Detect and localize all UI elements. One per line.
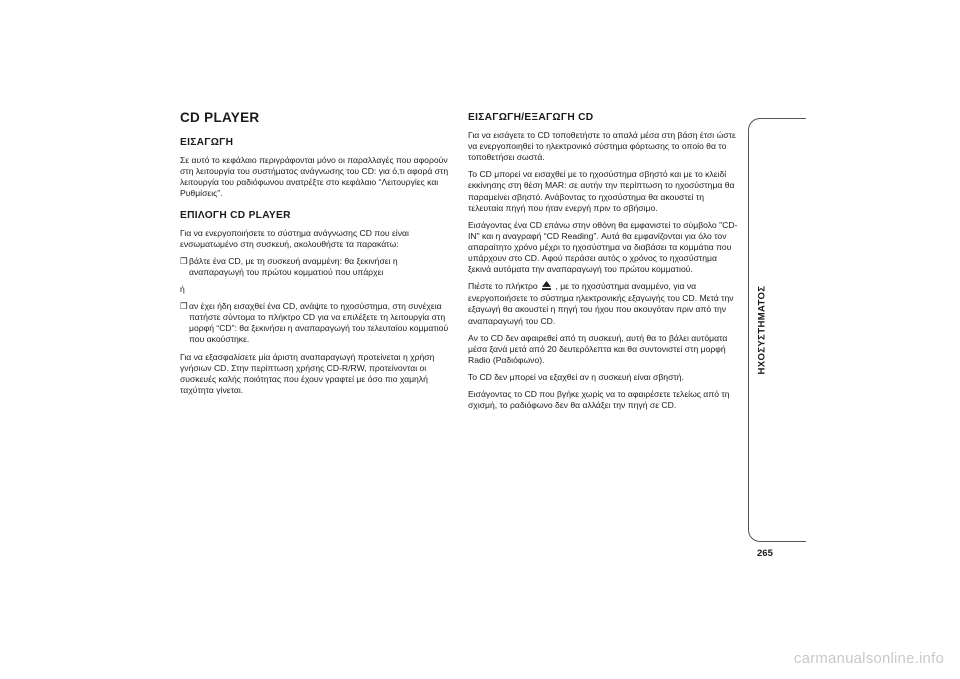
- bullet-item: [180, 256, 452, 278]
- cd-reading-paragraph: Εισάγοντας ένα CD επάνω στην οθόνη θα εμφανιστεί το σύμβολο "CD-IN" και η αναγραφή “CD Reading”. Αυτά θα εμφανίζονται για όλο τον απαραίτητο χρόνο μέχρι το ηχοσύστημα να διαβάσει τα κομμάτια που υπάρχουν στο CD. Αφού περάσει αυτός ο χρόνος το ηχοσύστημα ξεκινά αυτόματα την αναπαραγωγή του πρώτου κομματιού.: [468, 219, 738, 275]
- or-text: ή: [180, 284, 185, 295]
- page-title: CD PLAYER: [180, 110, 260, 125]
- select-heading: ΕΠΙΛΟΓΗ CD PLAYER: [180, 209, 291, 221]
- insert-paragraph: Για να εισάγετε το CD τοποθετήστε το απαλά μέσα στη βάση έτσι ώστε να ενεργοποιηθεί το ηλεκτρονικό σύστημα φόρτωσης το οποίο θα το τοποθετήσει σωστά.: [468, 130, 736, 163]
- eject-text-before: Πιέστε το πλήκτρο: [468, 281, 538, 292]
- watermark: carmanualsonline.info: [793, 650, 944, 667]
- bullet-text: αν έχει ήδη εισαχθεί ένα CD, ανάψτε το ηχοσύστημα, στη συνέχεια πατήστε σύντομα το πλήκτρο CD για να επιλέξετε τη λειτουργία στη μορφή “CD”: θα ξεκινήσει η αναπαραγωγή του τελευταίου κομματιού που ακούστηκε.: [189, 301, 449, 345]
- mar-paragraph: Το CD μπορεί να εισαχθεί με το ηχοσύστημα σβηστό και με το κλειδί εκκίνησης στη θέση MAR: σε αυτήν την περίπτωση το ηχοσύστημα θα παραμείνει σβηστό. Ανάβοντας το ηχοσύστημα θα ακουστεί τη τελευταία πηγή που ήταν ενεργή πριν το σβήσιμο.: [468, 169, 735, 213]
- eject-icon: [542, 281, 551, 293]
- insert-eject-heading: ΕΙΣΑΓΩΓΗ/ΕΞΑΓΩΓΗ CD: [468, 112, 594, 123]
- partial-eject-paragraph: Εισάγοντας το CD που βγήκε χωρίς να το αφαιρέσετε τελείως από τη σχισμή, το ραδιόφωνο δεν θα αλλάξει την πηγή σε CD.: [468, 388, 730, 411]
- auto-reinsert-paragraph: Αν το CD δεν αφαιρεθεί από τη συσκευή, αυτή θα το βάλει αυτόματα μέσα ξανά μετά από 20 δευτερόλεπτα και θα συντονιστεί στη μορφή Radio (Ραδιόφωνο).: [468, 332, 728, 365]
- bullet-item: [180, 301, 452, 345]
- right-column: [468, 112, 740, 417]
- checkbox-bullet-icon: ❒: [180, 255, 188, 266]
- left-column: [180, 112, 452, 402]
- select-paragraph: Για να ενεργοποιήσετε το σύστημα ανάγνωσης CD που είναι ενσωματωμένο στη συσκευή, ακολουθήστε τα παρακάτω:: [180, 227, 409, 249]
- off-paragraph: Το CD δεν μπορεί να εξαχθεί αν η συσκευή είναι σβηστή.: [468, 371, 684, 382]
- eject-text-after: , με το ηχοσύστημα αναμμένο, για να ενεργοποιήσετε το σύστημα ηλεκτρονικής εξαγωγής του CD. Μετά την εξαγωγή θα ακουστεί η πηγή του ήχου που ακουγόταν πριν από την αναπαραγωγή του CD.: [468, 281, 734, 326]
- checkbox-bullet-icon: ❒: [180, 301, 188, 312]
- bullet-text: βάλτε ένα CD, με τη συσκευή αναμμένη: θα ξεκινήσει η αναπαραγωγή του πρώτου κομματιού που υπάρχει: [189, 255, 398, 277]
- eject-paragraph: [468, 281, 740, 326]
- intro-heading: ΕΙΣΑΓΩΓΗ: [180, 137, 234, 149]
- page-number: 265: [757, 548, 773, 559]
- quality-paragraph: Για να εξασφαλίσετε μία άριστη αναπαραγωγή προτείνεται η χρήση γνήσιων CD. Στην περίπτωση χρήσης CD-R/RW, προτείνονται οι συσκευές καλής ποιότητας που έχουν γραφτεί με όσο πιο χαμηλή ταχύτητα γίνεται.: [180, 351, 435, 395]
- chapter-tab-label: ΗΧΟΣΥΣΤΗΜΑΤΟΣ: [756, 285, 768, 375]
- intro-paragraph: Σε αυτό το κεφάλαιο περιγράφονται μόνο οι παραλλαγές που αφορούν στη λειτουργία του συστήματος ανάγνωσης του CD: για ό,τι αφορά στη λειτουργία του ραδιόφωνου ανατρέξτε στο κεφάλαιο “Λειτουργίες και Ρυθμίσεις”.: [180, 155, 449, 199]
